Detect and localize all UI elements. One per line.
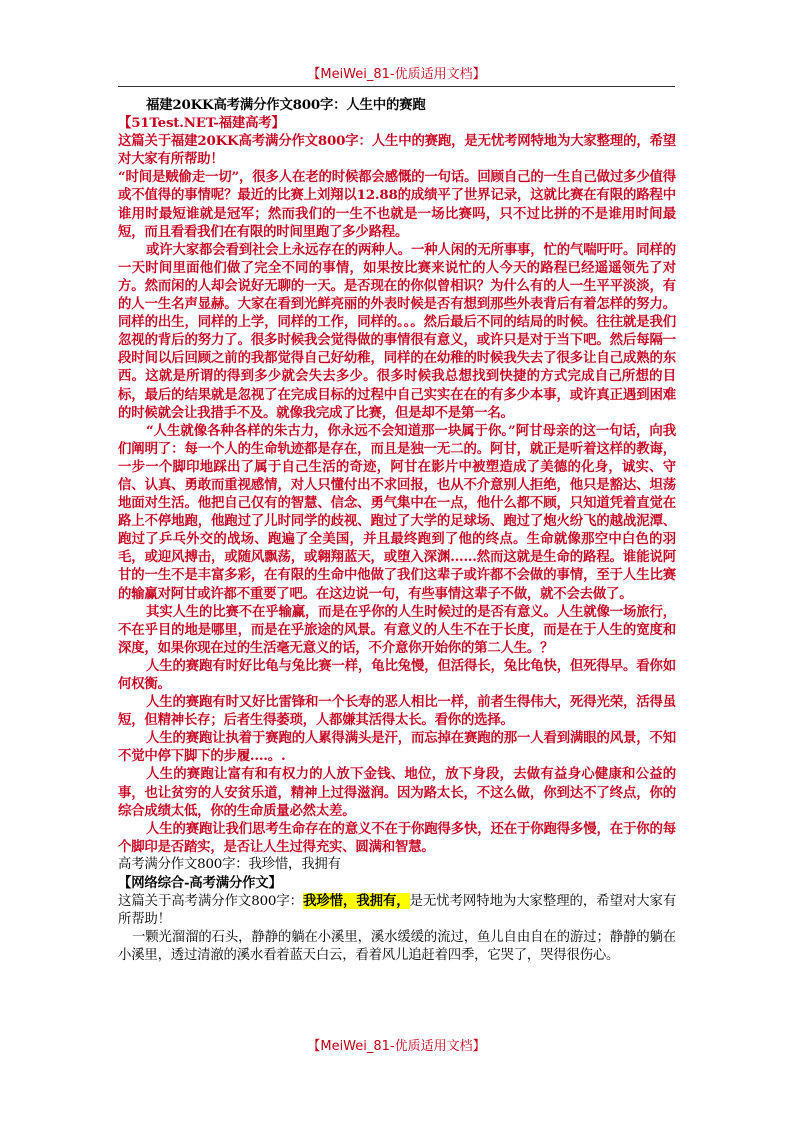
- second-article-intro: [118, 892, 676, 929]
- paragraph-1: “时间是贼偷走一切”，很多人在老的时候都会感慨的一句话。回顾自己的一生自己做过多少值得或不值得的事情呢？最近的比赛上刘翔以12.88的成绩平了世界记录，这就比赛在有限的路程中谁用时最短谁就是冠军；然而我们的一生不也就是一场比赛吗，只不过比拼的不是谁用时间最短，而且看看我们在有限的时间里跑了多少路程。: [118, 169, 676, 240]
- page-footer: 【MeiWei_81-优质适用文档】: [307, 1039, 486, 1054]
- paragraph-5: 人生的赛跑有时好比龟与兔比赛一样，龟比兔慢，但活得长，兔比龟快，但死得早。看你如何权衡。: [118, 657, 676, 692]
- second-article-title: 高考满分作文800字：我珍惜，我拥有: [118, 856, 341, 872]
- paragraph-6: 人生的赛跑有时又好比雷锋和一个长寿的恶人相比一样，前者生得伟大，死得光荣，活得虽短，但精神长存；后者生得萎琐，人都嫌其活得太长。看你的选择。: [118, 694, 676, 729]
- article-title: 福建20KK高考满分作文800字：人生中的赛跑: [146, 97, 426, 113]
- intro-text-before: 这篇关于高考满分作文800字：: [118, 894, 304, 910]
- second-article-source: 【网络综合-高考满分作文】: [118, 875, 282, 892]
- page-header: 【MeiWei_81-优质适用文档】: [307, 67, 486, 82]
- paragraph-7: 人生的赛跑让执着于赛跑的人累得满头是汗，而忘掉在赛跑的那一人看到满眼的风景，不知不觉中停下脚下的步履....。.: [118, 730, 676, 765]
- paragraph-9: 人生的赛跑让我们思考生命存在的意义不在于你跑得多快，还在于你跑得多慢，在于你的每个脚印是否踏实，是否让人生过得充实、圆满和智慧。: [118, 820, 676, 855]
- paragraph-8: 人生的赛跑让富有和有权力的人放下金钱、地位，放下身段，去做有益身心健康和公益的事，也让贫穷的人安贫乐道，精神上过得滋润。因为路太长，不这么做，你到达不了终点，你的综合成绩太低，你的生命质量必然太差。: [118, 766, 676, 819]
- paragraph-4: 其实人生的比赛不在乎输赢，而是在乎你的人生时候过的是否有意义。人生就像一场旅行，不在乎目的地是哪里，而是在乎旅途的风景。有意义的人生不在于长度，而是在于人生的宽度和深度，如果你现在过的生活毫无意义的话，不介意你开始你的第二人生。？: [118, 603, 676, 656]
- paragraph-2: 或许大家都会看到社会上永远存在的两种人。一种人闲的无所事事，忙的气喘吁吁。同样的一天时间里面他们做了完全不同的事情，如果按比赛来说忙的人今天的路程已经遥遥领先了对方。然而闲的人却会说好无聊的一天。是否现在的你似曾相识？为什么有的人一生平平淡淡，有的人一生名声显赫。大家在看到光鲜亮丽的外表时候是否有想到那些外表背后有着怎样的努力。同样的出生，同样的上学，同样的工作，同样的。。。然后最后不同的结局的时候。往往就是我们忽视的背后的努力了。很多时候我会觉得做的事情很有意义，或许只是对于当下吧。然后每隔一段时间以后回顾之前的我都觉得自己好幼稚，同样的在幼稚的时候我失去了很多让自己成熟的东西。这就是所谓的得到多少就会失去多少。很多时候我总想找到快捷的方式完成自己所想的目标，最后的结果就是忽视了在完成目标的过程中自己实实在在的有多少本事，或许真正遇到困难的时候就会让我措手不及。就像我完成了比赛，但是却不是第一名。: [118, 241, 676, 421]
- intro-text-after: 是无忧考网特地为大家整理的，希望对大家有所帮助！: [118, 894, 677, 928]
- paragraph-3: “人生就像各种各样的朱古力，你永远不会知道那一块属于你。”阿甘母亲的这一句话，向我们阐明了：每一个人的生命轨迹都是存在，而且是独一无二的。阿甘，就正是听着这样的教诲，一步一个脚印地踩出了属于自己生活的奇迹，阿甘在影片中被塑造成了美德的化身，诚实、守信、认真、勇敢而重视感情，对人只懂付出不求回报，也从不介意别人拒绝，他只是豁达、坦荡地面对生活。他把自己仅有的智慧、信念、勇气集中在一点，他什么都不顾，只知道凭着直觉在路上不停地跑，他跑过了儿时同学的歧视、跑过了大学的足球场、跑过了炮火纷飞的越战泥潭、跑过了乒乓外交的战场、跑遍了全美国，并且最终跑到了他的终点。生命就像那空中白色的羽毛，或迎风搏击，或随风飘荡，或翱翔蓝天，或堕入深渊……然而这就是生命的路程。谁能说阿甘的一生不是丰富多彩，在有限的生命中他做了我们这辈子或许都不会做的事情，至于人生比赛的输赢对阿甘或许都不重要了吧。在这边说一句，有些事情这辈子不做，就不会去做了。: [118, 422, 676, 602]
- intro-highlight: 我珍惜，我拥有，: [303, 893, 410, 910]
- article-source: 【51Test.NET-福建高考】: [118, 115, 285, 132]
- article-intro: 这篇关于福建20KK高考满分作文800字：人生中的赛跑，是无忧考网特地为大家整理的，希望对大家有所帮助！: [118, 133, 676, 168]
- document-body: [118, 96, 676, 966]
- header-divider: [118, 86, 675, 87]
- second-article-paragraph-1: 一颗光溜溜的石头，静静的躺在小溪里，溪水缓缓的流过，鱼儿自由自在的游过；静静的躺在小溪里，透过清澈的溪水看着蓝天白云，看着风儿追赶着四季，它哭了，哭得很伤心。: [118, 930, 676, 964]
